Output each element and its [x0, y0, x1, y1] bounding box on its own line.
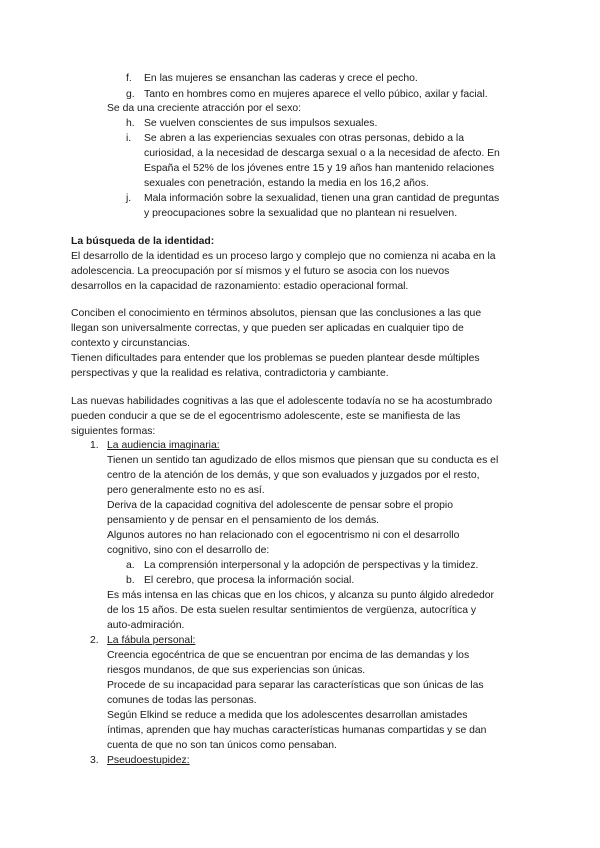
paragraph-line: Las nuevas habilidades cognitivas a las que el adolescente todavía no se ha acostumbrado — [71, 396, 493, 407]
list-marker-h: h. — [126, 118, 135, 129]
paragraph-line: siguientes formas: — [71, 426, 156, 437]
list-item-i-line: sexuales con penetración, estando la media en los 16,2 años. — [144, 178, 429, 189]
paragraph-line: perspectivas y que la realidad es relativa, contradictoria y cambiante. — [71, 368, 389, 379]
paragraph-line: contexto y circunstancias. — [71, 338, 190, 349]
numbered-marker-3: 3. — [90, 755, 99, 766]
paragraph-line: desarrollos en la capacidad de razonamiento: estadio operacional formal. — [71, 281, 409, 292]
item-title-audiencia: La audiencia imaginaria: — [107, 440, 220, 451]
item-line: Tienen un sentido tan agudizado de ellos mismos que piensan que su conducta es el — [107, 455, 499, 466]
sub-marker-b: b. — [126, 575, 135, 586]
item-line: Según Elkind se reduce a medida que los adolescentes desarrollan amistades — [107, 710, 468, 721]
item-line: comunes de todas las personas. — [107, 695, 257, 706]
paragraph-line: pueden conducir a que se de el egocentrismo adolescente, este se manifiesta de las — [71, 411, 461, 422]
paragraph-line: El desarrollo de la identidad es un proceso largo y complejo que no comienza ni acaba en la — [71, 251, 496, 262]
list-marker-i: i. — [126, 133, 132, 144]
item-line: Es más intensa en las chicas que en los chicos, y alcanza su punto álgido alrededor — [107, 590, 494, 601]
list-item-h: Se vuelven conscientes de sus impulsos sexuales. — [144, 118, 378, 129]
item-line: cuenta de que no son tan únicos como pensaban. — [107, 740, 337, 751]
paragraph-line: adolescencia. La preocupación por sí mismos y el futuro se asocia con los nuevos — [71, 266, 450, 277]
item-line: riesgos mundanos, de que sus experiencias son únicas. — [107, 665, 366, 676]
item-line: íntimas, aprenden que hay muchas características humanas compartidas y se dan — [107, 725, 487, 736]
item-line: Deriva de la capacidad cognitiva del adolescente de pensar sobre el propio — [107, 500, 454, 511]
list-item-i-line: Se abren a las experiencias sexuales con otras personas, debido a la — [144, 133, 464, 144]
list-marker-f: f. — [126, 73, 132, 84]
paragraph-line: Tienen dificultades para entender que los problemas se pueden plantear desde múltiples — [71, 353, 480, 364]
list-item-g: Tanto en hombres como en mujeres aparece el vello púbico, axilar y facial. — [144, 89, 488, 100]
paragraph-line: llegan son universalmente correctas, y que pueden ser aplicadas en cualquier tipo de — [71, 323, 464, 334]
sub-marker-a: a. — [126, 560, 135, 571]
list-item-i-line: España el 52% de los jóvenes entre 15 y 19 años han mantenido relaciones — [144, 163, 495, 174]
sub-item-a: La comprensión interpersonal y la adopción de perspectivas y la timidez. — [144, 560, 479, 571]
numbered-marker-1: 1. — [90, 440, 99, 451]
list-item-j-line: Mala información sobre la sexualidad, tienen una gran cantidad de preguntas — [144, 193, 500, 204]
item-line: pero generalmente esto no es así. — [107, 485, 265, 496]
list-marker-j: j. — [126, 193, 132, 204]
item-line: pensamiento y de pensar en el pensamiento de los demás. — [107, 515, 380, 526]
item-line: de los 15 años. De esta suelen resultar sentimientos de vergüenza, autocrítica y — [107, 605, 477, 616]
sub-item-b: El cerebro, que procesa la información social. — [144, 575, 355, 586]
list-item-i-line: curiosidad, a la necesidad de descarga sexual o a la necesidad de afecto. En — [144, 148, 500, 159]
numbered-marker-2: 2. — [90, 635, 99, 646]
list-marker-g: g. — [126, 89, 135, 100]
section-heading: La búsqueda de la identidad: — [71, 236, 215, 247]
item-line: Creencia egocéntrica de que se encuentran por encima de las demandas y los — [107, 650, 470, 661]
item-line: auto-admiración. — [107, 620, 185, 631]
item-title-fabula: La fábula personal: — [107, 635, 196, 646]
item-line: centro de la atención de los demás, y que son evaluados y juzgados por el resto, — [107, 470, 480, 481]
item-title-pseudoestupidez: Pseudoestupidez: — [107, 755, 190, 766]
item-line: cognitivo, sino con el desarrollo de: — [107, 545, 270, 556]
attraction-intro: Se da una creciente atracción por el sexo: — [107, 103, 302, 114]
item-line: Algunos autores no han relacionado con el egocentrismo ni con el desarrollo — [107, 530, 460, 541]
list-item-f: En las mujeres se ensanchan las caderas y crece el pecho. — [144, 73, 418, 84]
list-item-j-line: y preocupaciones sobre la sexualidad que no plantean ni resuelven. — [144, 208, 458, 219]
paragraph-line: Conciben el conocimiento en términos absolutos, piensan que las conclusiones a las que — [71, 308, 482, 319]
item-line: Procede de su incapacidad para separar las características que son únicas de las — [107, 680, 484, 691]
